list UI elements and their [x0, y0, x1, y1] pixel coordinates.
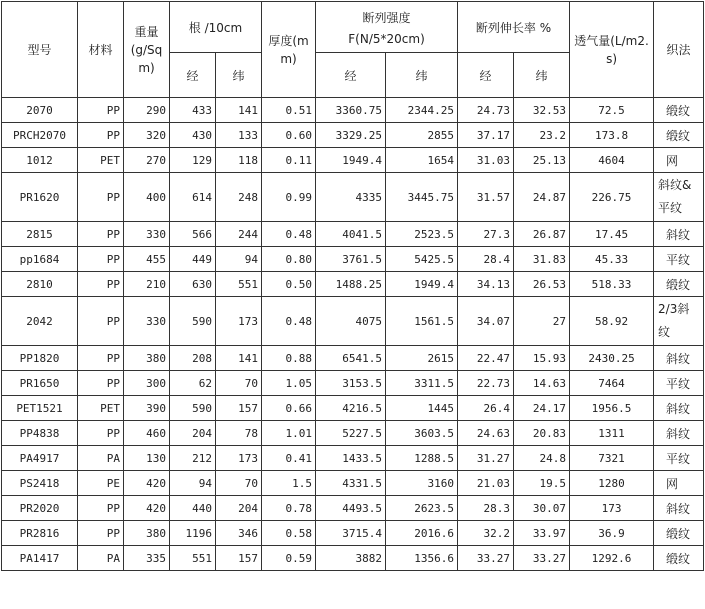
- cell-count-warp: 94: [170, 471, 216, 496]
- table-row: [2, 247, 704, 272]
- cell-count-weft: 248: [216, 173, 262, 222]
- cell-permeability: 173: [570, 496, 654, 521]
- cell-elong-warp: 37.17: [458, 123, 514, 148]
- spec-table: [1, 1, 704, 571]
- cell-permeability: 36.9: [570, 521, 654, 546]
- cell-weave: 缎纹: [654, 546, 704, 571]
- header-weight: 重量(g/Sqm): [124, 2, 170, 98]
- cell-count-weft: 173: [216, 446, 262, 471]
- cell-elong-warp: 27.3: [458, 222, 514, 247]
- cell-material: PE: [78, 471, 124, 496]
- cell-count-weft: 173: [216, 297, 262, 346]
- cell-material: PA: [78, 446, 124, 471]
- cell-model: 2042: [2, 297, 78, 346]
- cell-thickness: 0.80: [262, 247, 316, 272]
- cell-weave: 平纹: [654, 371, 704, 396]
- cell-permeability: 173.8: [570, 123, 654, 148]
- cell-elong-warp: 22.73: [458, 371, 514, 396]
- cell-weave: 斜纹: [654, 396, 704, 421]
- cell-thickness: 1.05: [262, 371, 316, 396]
- cell-model: 2810: [2, 272, 78, 297]
- cell-weight: 400: [124, 173, 170, 222]
- cell-weave: 斜纹: [654, 496, 704, 521]
- cell-permeability: 2430.25: [570, 346, 654, 371]
- header-permeability: 透气量(L/m2.s): [570, 2, 654, 98]
- cell-strength-warp: 3153.5: [316, 371, 386, 396]
- cell-count-weft: 78: [216, 421, 262, 446]
- header-strength-unit: F(N/5*20cm): [348, 31, 425, 46]
- cell-strength-weft: 2016.6: [386, 521, 458, 546]
- cell-count-weft: 346: [216, 521, 262, 546]
- cell-count-warp: 129: [170, 148, 216, 173]
- cell-material: PET: [78, 396, 124, 421]
- cell-count-warp: 614: [170, 173, 216, 222]
- cell-elong-weft: 19.5: [514, 471, 570, 496]
- cell-strength-weft: 1561.5: [386, 297, 458, 346]
- cell-elong-warp: 34.07: [458, 297, 514, 346]
- cell-strength-weft: 2623.5: [386, 496, 458, 521]
- cell-weight: 455: [124, 247, 170, 272]
- cell-weight: 390: [124, 396, 170, 421]
- cell-weight: 210: [124, 272, 170, 297]
- cell-elong-weft: 32.53: [514, 98, 570, 123]
- cell-thickness: 0.88: [262, 346, 316, 371]
- cell-strength-warp: 4075: [316, 297, 386, 346]
- header-elongation: 断列伸长率 %: [458, 2, 570, 53]
- cell-count-weft: 244: [216, 222, 262, 247]
- cell-elong-weft: 27: [514, 297, 570, 346]
- cell-elong-warp: 31.27: [458, 446, 514, 471]
- cell-weave: 缎纹: [654, 98, 704, 123]
- cell-weight: 290: [124, 98, 170, 123]
- cell-thickness: 1.5: [262, 471, 316, 496]
- cell-thickness: 0.60: [262, 123, 316, 148]
- cell-weave: 斜纹: [654, 346, 704, 371]
- cell-permeability: 45.33: [570, 247, 654, 272]
- cell-model: pp1684: [2, 247, 78, 272]
- cell-elong-weft: 33.97: [514, 521, 570, 546]
- cell-model: PR2020: [2, 496, 78, 521]
- cell-permeability: 58.92: [570, 297, 654, 346]
- table-row: [2, 421, 704, 446]
- cell-elong-weft: 24.8: [514, 446, 570, 471]
- cell-count-warp: 430: [170, 123, 216, 148]
- cell-permeability: 1311: [570, 421, 654, 446]
- cell-elong-weft: 15.93: [514, 346, 570, 371]
- cell-count-weft: 70: [216, 371, 262, 396]
- cell-strength-warp: 4335: [316, 173, 386, 222]
- cell-strength-warp: 3882: [316, 546, 386, 571]
- cell-count-weft: 133: [216, 123, 262, 148]
- cell-weight: 330: [124, 222, 170, 247]
- header-count: 根 /10cm: [170, 2, 262, 53]
- cell-thickness: 0.66: [262, 396, 316, 421]
- cell-elong-weft: 31.83: [514, 247, 570, 272]
- cell-elong-warp: 34.13: [458, 272, 514, 297]
- cell-count-weft: 204: [216, 496, 262, 521]
- header-material: 材料: [78, 2, 124, 98]
- table-row: [2, 446, 704, 471]
- cell-model: PA1417: [2, 546, 78, 571]
- cell-elong-weft: 30.07: [514, 496, 570, 521]
- table-row: [2, 98, 704, 123]
- table-row: [2, 396, 704, 421]
- cell-permeability: 4604: [570, 148, 654, 173]
- cell-strength-weft: 1356.6: [386, 546, 458, 571]
- cell-material: PA: [78, 546, 124, 571]
- cell-material: PET: [78, 148, 124, 173]
- cell-strength-weft: 3160: [386, 471, 458, 496]
- header-weave: 织法: [654, 2, 704, 98]
- cell-strength-warp: 5227.5: [316, 421, 386, 446]
- cell-weight: 320: [124, 123, 170, 148]
- cell-elong-weft: 14.63: [514, 371, 570, 396]
- cell-count-warp: 440: [170, 496, 216, 521]
- cell-permeability: 7321: [570, 446, 654, 471]
- table-row: [2, 297, 704, 346]
- cell-count-weft: 94: [216, 247, 262, 272]
- header-strength-warp: 经: [316, 53, 386, 98]
- cell-model: PP4838: [2, 421, 78, 446]
- cell-weave: 斜纹&平纹: [654, 173, 704, 222]
- cell-permeability: 1292.6: [570, 546, 654, 571]
- cell-elong-warp: 24.63: [458, 421, 514, 446]
- cell-weight: 270: [124, 148, 170, 173]
- cell-elong-weft: 25.13: [514, 148, 570, 173]
- cell-permeability: 17.45: [570, 222, 654, 247]
- cell-elong-warp: 31.57: [458, 173, 514, 222]
- cell-elong-weft: 23.2: [514, 123, 570, 148]
- cell-strength-weft: 1654: [386, 148, 458, 173]
- cell-model: 2070: [2, 98, 78, 123]
- cell-strength-weft: 2344.25: [386, 98, 458, 123]
- cell-material: PP: [78, 421, 124, 446]
- table-row: [2, 173, 704, 222]
- cell-weave: 缎纹: [654, 272, 704, 297]
- cell-weight: 380: [124, 346, 170, 371]
- cell-count-warp: 208: [170, 346, 216, 371]
- cell-thickness: 0.11: [262, 148, 316, 173]
- cell-elong-warp: 24.73: [458, 98, 514, 123]
- table-body: [2, 98, 704, 571]
- cell-weave: 平纹: [654, 446, 704, 471]
- table-row: [2, 471, 704, 496]
- cell-permeability: 518.33: [570, 272, 654, 297]
- cell-count-warp: 566: [170, 222, 216, 247]
- cell-elong-weft: 24.17: [514, 396, 570, 421]
- cell-model: PS2418: [2, 471, 78, 496]
- cell-model: 1012: [2, 148, 78, 173]
- cell-strength-warp: 3329.25: [316, 123, 386, 148]
- cell-thickness: 0.99: [262, 173, 316, 222]
- cell-thickness: 0.50: [262, 272, 316, 297]
- cell-strength-warp: 3761.5: [316, 247, 386, 272]
- cell-strength-warp: 4493.5: [316, 496, 386, 521]
- table-row: [2, 546, 704, 571]
- cell-count-warp: 1196: [170, 521, 216, 546]
- cell-model: 2815: [2, 222, 78, 247]
- cell-count-weft: 118: [216, 148, 262, 173]
- cell-weave: 2/3斜纹: [654, 297, 704, 346]
- cell-thickness: 1.01: [262, 421, 316, 446]
- cell-elong-warp: 28.3: [458, 496, 514, 521]
- cell-material: PP: [78, 272, 124, 297]
- cell-elong-warp: 31.03: [458, 148, 514, 173]
- cell-strength-warp: 1488.25: [316, 272, 386, 297]
- cell-weight: 300: [124, 371, 170, 396]
- cell-strength-warp: 4216.5: [316, 396, 386, 421]
- header-count-warp: 经: [170, 53, 216, 98]
- cell-thickness: 0.41: [262, 446, 316, 471]
- header-strength-weft: 纬: [386, 53, 458, 98]
- cell-strength-warp: 4041.5: [316, 222, 386, 247]
- cell-permeability: 7464: [570, 371, 654, 396]
- cell-permeability: 226.75: [570, 173, 654, 222]
- header-elong-warp: 经: [458, 53, 514, 98]
- cell-count-weft: 157: [216, 396, 262, 421]
- cell-strength-warp: 4331.5: [316, 471, 386, 496]
- cell-strength-warp: 3360.75: [316, 98, 386, 123]
- cell-strength-weft: 3311.5: [386, 371, 458, 396]
- cell-elong-warp: 22.47: [458, 346, 514, 371]
- cell-strength-weft: 3603.5: [386, 421, 458, 446]
- cell-model: PET1521: [2, 396, 78, 421]
- cell-model: PR1620: [2, 173, 78, 222]
- cell-elong-warp: 33.27: [458, 546, 514, 571]
- cell-elong-weft: 24.87: [514, 173, 570, 222]
- cell-count-warp: 551: [170, 546, 216, 571]
- cell-count-weft: 551: [216, 272, 262, 297]
- cell-strength-weft: 1288.5: [386, 446, 458, 471]
- cell-elong-weft: 20.83: [514, 421, 570, 446]
- cell-count-warp: 590: [170, 297, 216, 346]
- cell-permeability: 1956.5: [570, 396, 654, 421]
- cell-thickness: 0.58: [262, 521, 316, 546]
- cell-strength-weft: 1949.4: [386, 272, 458, 297]
- cell-strength-weft: 2615: [386, 346, 458, 371]
- table-row: [2, 272, 704, 297]
- cell-weave: 平纹: [654, 247, 704, 272]
- cell-count-warp: 590: [170, 396, 216, 421]
- cell-strength-weft: 2523.5: [386, 222, 458, 247]
- cell-weave: 斜纹: [654, 421, 704, 446]
- cell-count-warp: 433: [170, 98, 216, 123]
- cell-permeability: 72.5: [570, 98, 654, 123]
- cell-material: PP: [78, 98, 124, 123]
- header-strength: [316, 2, 458, 53]
- cell-model: PR1650: [2, 371, 78, 396]
- cell-weight: 420: [124, 496, 170, 521]
- table-row: [2, 123, 704, 148]
- cell-weave: 网: [654, 471, 704, 496]
- cell-elong-warp: 28.4: [458, 247, 514, 272]
- cell-weave: 缎纹: [654, 123, 704, 148]
- table-row: [2, 346, 704, 371]
- cell-strength-warp: 1433.5: [316, 446, 386, 471]
- cell-material: PP: [78, 297, 124, 346]
- cell-weight: 330: [124, 297, 170, 346]
- cell-thickness: 0.48: [262, 297, 316, 346]
- cell-weave: 网: [654, 148, 704, 173]
- cell-thickness: 0.78: [262, 496, 316, 521]
- cell-strength-weft: 3445.75: [386, 173, 458, 222]
- cell-count-warp: 212: [170, 446, 216, 471]
- table-row: [2, 521, 704, 546]
- cell-material: PP: [78, 173, 124, 222]
- cell-elong-warp: 26.4: [458, 396, 514, 421]
- cell-strength-weft: 5425.5: [386, 247, 458, 272]
- cell-thickness: 0.51: [262, 98, 316, 123]
- table-row: [2, 148, 704, 173]
- header-elong-weft: 纬: [514, 53, 570, 98]
- cell-elong-warp: 32.2: [458, 521, 514, 546]
- cell-count-warp: 204: [170, 421, 216, 446]
- cell-count-weft: 157: [216, 546, 262, 571]
- cell-material: PP: [78, 521, 124, 546]
- cell-strength-warp: 6541.5: [316, 346, 386, 371]
- cell-strength-warp: 3715.4: [316, 521, 386, 546]
- cell-model: PR2816: [2, 521, 78, 546]
- cell-weight: 420: [124, 471, 170, 496]
- table-row: [2, 496, 704, 521]
- cell-strength-weft: 2855: [386, 123, 458, 148]
- cell-count-warp: 62: [170, 371, 216, 396]
- table-row: [2, 222, 704, 247]
- cell-elong-weft: 26.53: [514, 272, 570, 297]
- cell-weave: 缎纹: [654, 521, 704, 546]
- cell-material: PP: [78, 123, 124, 148]
- cell-count-weft: 141: [216, 346, 262, 371]
- header-strength-title: 断列强度: [362, 10, 411, 25]
- cell-material: PP: [78, 496, 124, 521]
- cell-count-weft: 141: [216, 98, 262, 123]
- cell-weave: 斜纹: [654, 222, 704, 247]
- cell-material: PP: [78, 247, 124, 272]
- cell-model: PP1820: [2, 346, 78, 371]
- cell-strength-warp: 1949.4: [316, 148, 386, 173]
- cell-model: PA4917: [2, 446, 78, 471]
- cell-weight: 460: [124, 421, 170, 446]
- cell-elong-weft: 33.27: [514, 546, 570, 571]
- cell-material: PP: [78, 346, 124, 371]
- cell-weight: 335: [124, 546, 170, 571]
- table-row: [2, 371, 704, 396]
- cell-weight: 380: [124, 521, 170, 546]
- cell-count-weft: 70: [216, 471, 262, 496]
- header-model: 型号: [2, 2, 78, 98]
- cell-elong-warp: 21.03: [458, 471, 514, 496]
- header-count-weft: 纬: [216, 53, 262, 98]
- cell-material: PP: [78, 222, 124, 247]
- cell-count-warp: 449: [170, 247, 216, 272]
- header-thickness: 厚度(mm): [262, 2, 316, 98]
- cell-model: PRCH2070: [2, 123, 78, 148]
- cell-count-warp: 630: [170, 272, 216, 297]
- cell-weight: 130: [124, 446, 170, 471]
- cell-material: PP: [78, 371, 124, 396]
- cell-thickness: 0.59: [262, 546, 316, 571]
- cell-thickness: 0.48: [262, 222, 316, 247]
- cell-permeability: 1280: [570, 471, 654, 496]
- cell-elong-weft: 26.87: [514, 222, 570, 247]
- cell-strength-weft: 1445: [386, 396, 458, 421]
